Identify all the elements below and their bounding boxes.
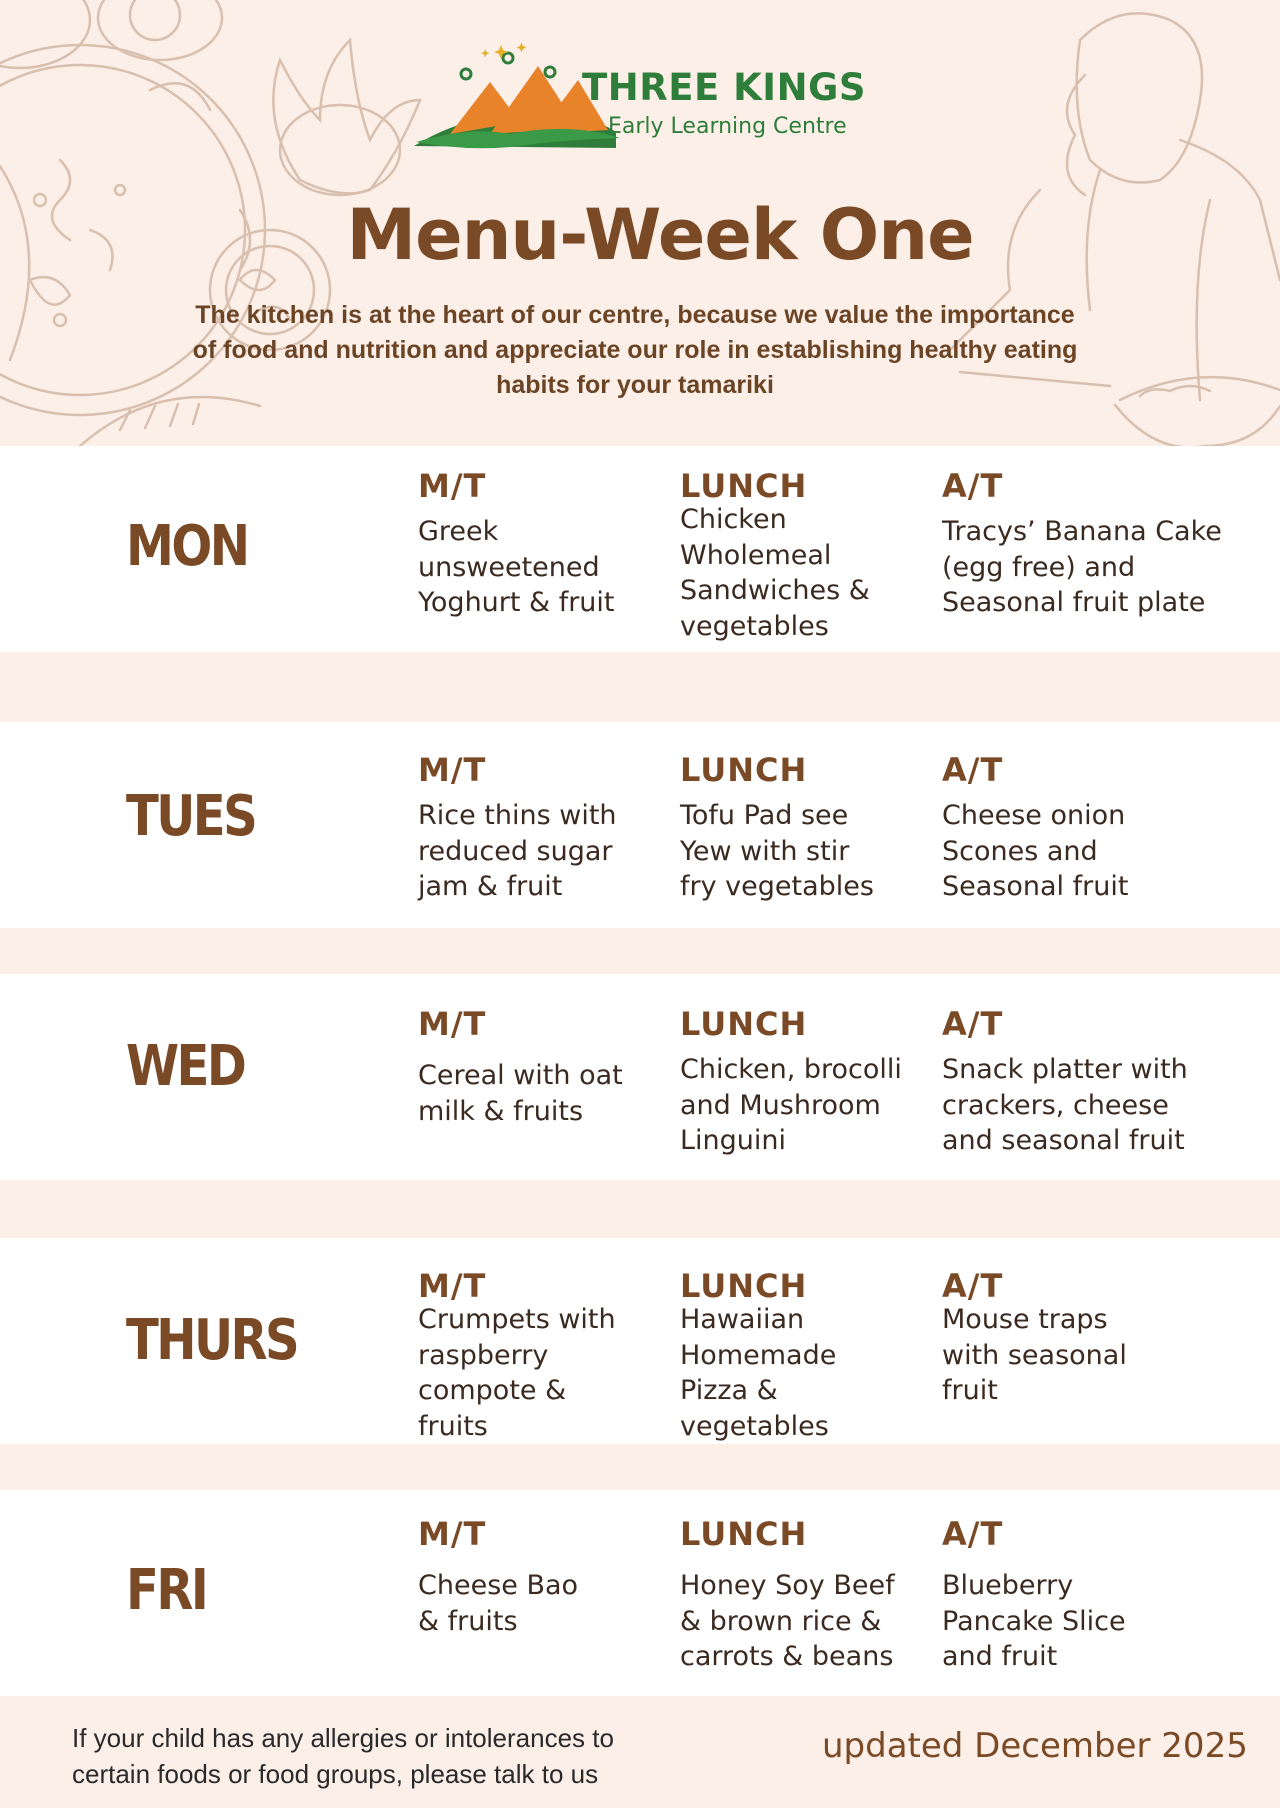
lunch-item: Chicken, brocolli and Mushroom Linguini: [680, 1054, 902, 1156]
menu-row-thurs: [0, 1238, 1280, 1444]
allergy-note: If your child has any allergies or intolerances to certain foods or food groups, please talk to us: [72, 1723, 614, 1789]
lunch-label: LUNCH: [680, 751, 808, 789]
day-label: MON: [126, 514, 248, 579]
afternoon-tea-label: A/T: [942, 467, 1004, 505]
morning-tea: [418, 1004, 668, 1129]
morning-tea-label: M/T: [418, 467, 487, 505]
afternoon-tea: [942, 1004, 1262, 1159]
page-title: Menu-Week One: [346, 194, 974, 276]
afternoon-tea: [942, 750, 1262, 905]
afternoon-tea: [942, 466, 1262, 621]
day-label: TUES: [126, 784, 256, 849]
morning-tea-label: M/T: [418, 1005, 487, 1043]
lunch: [680, 1004, 930, 1159]
morning-tea-item: Cheese Bao & fruits: [418, 1570, 579, 1637]
lunch-item: Tofu Pad see Yew with stir fry vegetables: [680, 800, 874, 902]
updated-date: updated December 2025: [822, 1726, 1248, 1766]
lunch-label: LUNCH: [680, 1005, 808, 1043]
morning-tea-label: M/T: [418, 1267, 487, 1305]
afternoon-tea-item: Mouse traps with seasonal fruit: [942, 1304, 1127, 1406]
morning-tea: [418, 1266, 668, 1444]
morning-tea-item: Greek unsweetened Yoghurt & fruit: [418, 516, 615, 618]
morning-tea-item: Cereal with oat milk & fruits: [418, 1060, 623, 1127]
menu-row-fri: [0, 1490, 1280, 1696]
afternoon-tea-label: A/T: [942, 1005, 1004, 1043]
morning-tea-item: Rice thins with reduced sugar jam & fruit: [418, 800, 617, 902]
lunch: [680, 1266, 930, 1444]
lunch-label: LUNCH: [680, 467, 808, 505]
morning-tea: [418, 1514, 668, 1639]
morning-tea: [418, 466, 668, 621]
lunch: [680, 1514, 930, 1675]
header: [0, 0, 1280, 446]
afternoon-tea-item: Blueberry Pancake Slice and fruit: [942, 1570, 1126, 1672]
afternoon-tea: [942, 1514, 1262, 1675]
lunch-item: Honey Soy Beef & brown rice & carrots & beans: [680, 1570, 895, 1672]
footer: [0, 1696, 1280, 1808]
morning-tea-item: Crumpets with raspberry compote & fruits: [418, 1304, 616, 1442]
afternoon-tea-label: A/T: [942, 751, 1004, 789]
afternoon-tea-label: A/T: [942, 1267, 1004, 1305]
day-label: FRI: [126, 1558, 207, 1623]
day-label: WED: [126, 1034, 245, 1099]
logo-subtitle: Early Learning Centre: [608, 114, 847, 139]
afternoon-tea-item: Cheese onion Scones and Seasonal fruit: [942, 800, 1129, 902]
lunch-item: Chicken Wholemeal Sandwiches & vegetables: [680, 504, 870, 642]
morning-tea-label: M/T: [418, 1515, 487, 1553]
intro-text: The kitchen is at the heart of our centre, because we value the importance of food and nutrition and appreciate our role in establishing healthy eating habits for your tamariki: [192, 301, 1078, 399]
lunch-item: Hawaiian Homemade Pizza & vegetables: [680, 1304, 837, 1442]
afternoon-tea: [942, 1266, 1262, 1409]
logo-name: THREE KINGS: [582, 66, 867, 109]
afternoon-tea-label: A/T: [942, 1515, 1004, 1553]
afternoon-tea-item: Tracys’ Banana Cake (egg free) and Seasonal fruit plate: [942, 516, 1222, 618]
lunch-label: LUNCH: [680, 1267, 808, 1305]
day-label: THURS: [126, 1308, 298, 1373]
menu-row-wed: [0, 974, 1280, 1180]
afternoon-tea-item: Snack platter with crackers, cheese and seasonal fruit: [942, 1054, 1188, 1156]
morning-tea-label: M/T: [418, 751, 487, 789]
morning-tea: [418, 750, 668, 905]
lunch: [680, 750, 930, 905]
menu-row-mon: [0, 446, 1280, 652]
lunch: [680, 466, 930, 644]
lunch-label: LUNCH: [680, 1515, 808, 1553]
menu-row-tues: [0, 722, 1280, 928]
